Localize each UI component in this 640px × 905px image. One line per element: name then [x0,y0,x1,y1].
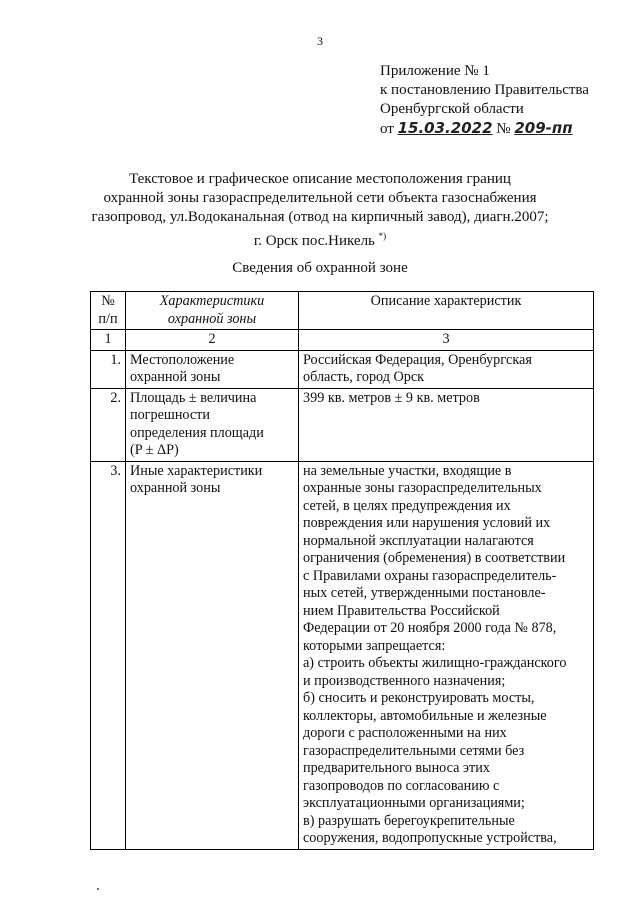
description-line: которыми запрещается: [303,637,446,654]
table-row [91,388,594,461]
handwritten-date: 15.03.2022 [397,119,493,137]
header-number-line-2: п/п [98,310,118,327]
description-line: с Правилами охраны газораспределитель- [303,567,557,584]
scan-speck [97,888,99,890]
description-line: сооружения, водопропускные устройства, [303,830,557,846]
title-line-1: Текстовое и графическое описание местоположения границ [129,171,511,187]
numbering-cell: 3 [299,330,594,351]
date-prefix: от [380,121,394,137]
appendix-block [380,62,589,139]
appendix-line-2: к постановлению Правительства [380,82,589,98]
characteristic-line: Местоположение [130,351,235,368]
header-description-text: Описание характеристик [370,293,522,309]
header-description [299,292,594,330]
description-line: Российская Федерация, Оренбургская [303,351,532,368]
description-line: газораспределительными сетями без [303,742,525,759]
footnote-mark: *) [378,231,387,241]
description-line: область, город Орск [303,369,425,385]
row-number: 3. [91,461,126,849]
row-description [299,350,594,388]
description-line: б) сносить и реконструировать мосты, [303,690,535,706]
description-line: а) строить объекты жилищно-гражданского [303,655,567,671]
description-line: ограничения (обременения) в соответствии [303,550,566,566]
section-subtitle: Сведения об охранной зоне [232,260,408,276]
title-line-4 [40,227,600,251]
document-title [40,170,600,251]
description-line: газопроводов по согласованию с [303,777,500,794]
row-characteristic [126,350,299,388]
row-characteristic [126,461,299,849]
table-numbering-row [91,330,594,351]
header-number-line-1: № [101,293,115,309]
characteristic-line: Иные характеристики [130,462,263,479]
appendix-line-3: Оренбургской области [380,101,524,117]
row-characteristic [126,388,299,461]
characteristic-line: Площадь ± величина [130,389,257,406]
numbering-cell: 2 [126,330,299,351]
description-line: нормальной эксплуатации налагаются [303,532,534,549]
row-description [299,388,594,461]
description-line: предварительного выноса этих [303,760,490,776]
table-header-row [91,292,594,330]
numbering-cell: 1 [91,330,126,351]
description-line: ных сетей, утвержденными постановле- [303,585,546,601]
appendix-date-line [380,119,589,139]
description-line: Федерации от 20 ноября 2000 года № 878, [303,620,557,636]
table-row [91,461,594,849]
header-characteristics-line-1: Характеристики [159,293,265,309]
row-number: 2. [91,388,126,461]
row-description [299,461,594,849]
description-line: эксплуатационными организациями; [303,795,525,811]
page-number: 3 [317,34,323,48]
appendix-line-1: Приложение № 1 [380,63,490,79]
description-line: 399 кв. метров ± 9 кв. метров [303,389,480,406]
characteristic-line: (P ± ΔP) [130,442,179,458]
description-line: коллекторы, автомобильные и железные [303,707,547,724]
description-line: сетей, в целях предупреждения их [303,497,511,514]
title-line-3: газопровод, ул.Водоканальная (отвод на кирпичный завод), диагн.2007; [91,209,549,225]
description-line: нием Правительства Российской [303,602,500,619]
title-line-2: охранной зоны газораспределительной сети объекта газоснабжения [103,190,537,206]
characteristic-line: определения площади [130,424,264,441]
description-line: дороги с расположенными на них [303,725,507,741]
characteristic-line: погрешности [130,407,210,423]
description-line: повреждения или нарушения условий их [303,515,551,531]
header-number [91,292,126,330]
table-row [91,350,594,388]
title-location: г. Орск пос.Никель [253,233,375,249]
zone-info-table [90,291,594,850]
number-prefix: № [496,121,511,137]
handwritten-number: 209-пп [514,119,573,137]
description-line: и производственного назначения; [303,672,506,689]
description-line: на земельные участки, входящие в [303,462,512,479]
header-characteristics [126,292,299,330]
description-line: охранные зоны газораспределительных [303,480,542,496]
description-line: в) разрушать берегоукрепительные [303,812,515,829]
row-number: 1. [91,350,126,388]
header-characteristics-line-2: охранной зоны [167,310,257,327]
characteristic-line: охранной зоны [130,480,221,496]
characteristic-line: охранной зоны [130,369,221,385]
